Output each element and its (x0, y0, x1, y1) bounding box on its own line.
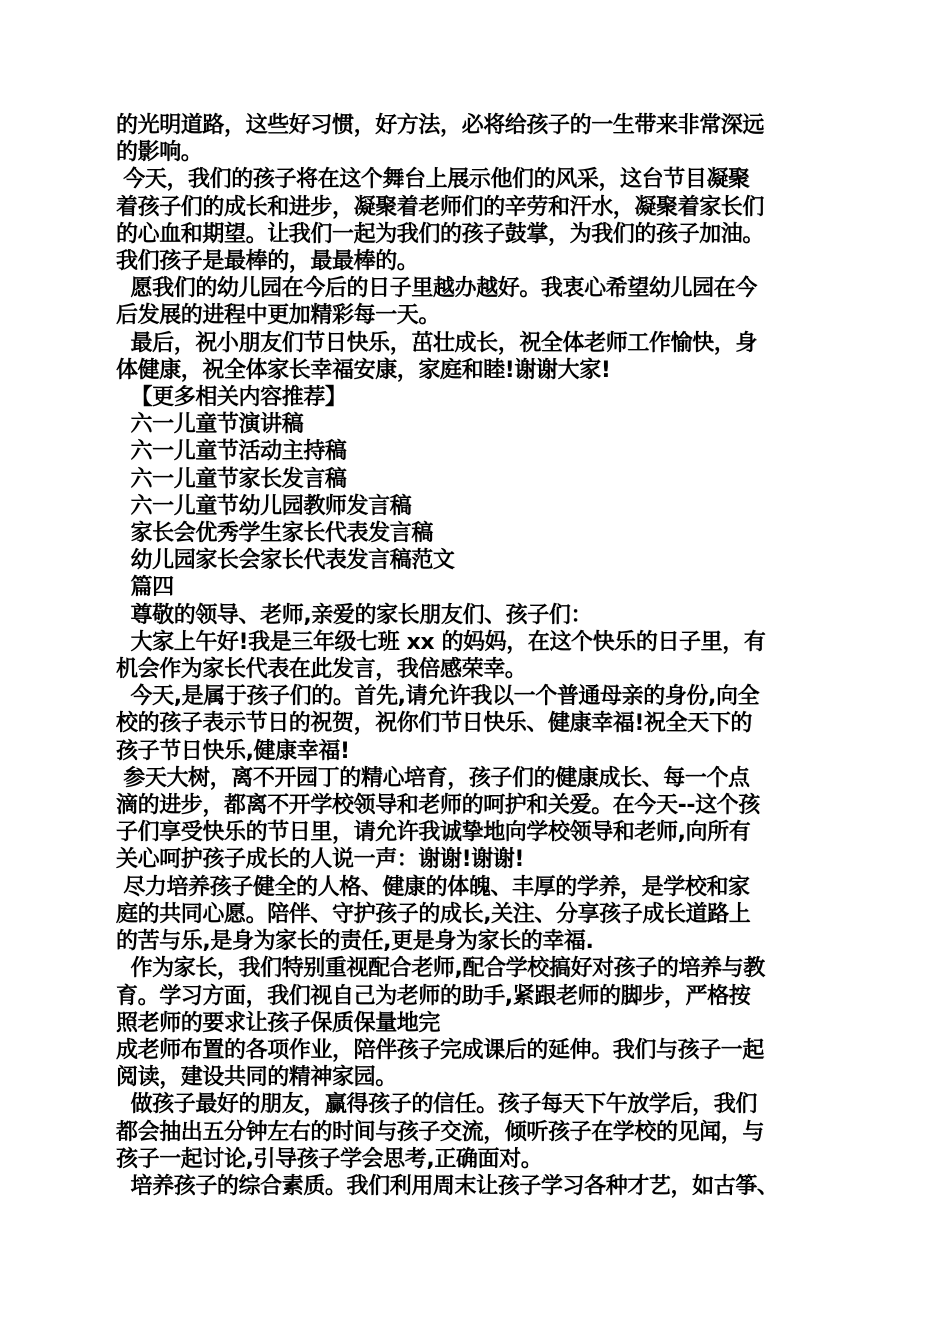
text-line: 的苦与乐,是身为家长的责任,更是身为家长的幸福. (116, 929, 594, 955)
text-line: 的影响。 (116, 140, 203, 166)
related-link[interactable]: 六一儿童节演讲稿 (116, 412, 304, 438)
text-line: 培养孩子的综合素质。我们利用周末让孩子学习各种才艺，如古筝、 (116, 1173, 779, 1199)
related-link[interactable]: 家长会优秀学生家长代表发言稿 (116, 521, 433, 547)
text-line: 成老师布置的各项作业，陪伴孩子完成课后的延伸。我们与孩子一起 (116, 1037, 765, 1063)
text-line: 着孩子们的成长和进步，凝聚着老师们的辛劳和汗水，凝聚着家长们 (116, 194, 765, 220)
related-link[interactable]: 幼儿园家长会家长代表发言稿范文 (116, 548, 455, 574)
text-line: 滴的进步，都离不开学校领导和老师的呵护和关爱。在今天--这个孩 (116, 793, 760, 819)
text-line: 孩子一起讨论,引导孩子学会思考,正确面对。 (116, 1146, 543, 1172)
text-line: 都会抽出五分钟左右的时间与孩子交流，倾听孩子在学校的见闻，与 (116, 1119, 765, 1145)
text-line: 作为家长，我们特别重视配合老师,配合学校搞好对孩子的培养与教 (116, 956, 765, 982)
text-line: 大家上午好!我是三年级七班 xx 的妈妈，在这个快乐的日子里，有 (116, 629, 766, 655)
text-line: 参天大树，离不开园丁的精心培育，孩子们的健康成长、每一个点 (116, 765, 750, 791)
text-line: 机会作为家长代表在此发言，我倍感荣幸。 (116, 657, 527, 683)
text-line: 子们享受快乐的节日里，请允许我诚挚地向学校领导和老师,向所有 (116, 820, 751, 846)
related-link[interactable]: 六一儿童节幼儿园教师发言稿 (116, 493, 412, 519)
text-line: 最后，祝小朋友们节日快乐，茁壮成长，祝全体老师工作愉快，身 (116, 330, 757, 356)
section-heading: 【更多相关内容推荐】 (116, 385, 347, 411)
text-line: 后发展的进程中更加精彩每一天。 (116, 303, 441, 329)
chapter-heading: 篇四 (116, 575, 174, 601)
text-line: 照老师的要求让孩子保质保量地完 (116, 1010, 441, 1036)
text-line: 尊敬的领导、老师,亲爱的家长朋友们、孩子们： (116, 602, 593, 628)
text-line: 的光明道路，这些好习惯，好方法，必将给孩子的一生带来非常深远 (116, 113, 765, 138)
text-line: 阅读，建设共同的精神家园。 (116, 1065, 397, 1091)
text-line: 今天,是属于孩子们的。首先,请允许我以一个普通母亲的身份,向全 (116, 684, 760, 710)
text-line: 育。学习方面，我们视自己为老师的助手,紧跟老师的脚步，严格按 (116, 983, 751, 1009)
text-line: 尽力培养孩子健全的人格、健康的体魄、丰厚的学养，是学校和家 (116, 874, 750, 900)
text-line: 孩子节日快乐,健康幸福! (116, 738, 350, 764)
text-line: 体健康，祝全体家长幸福安康，家庭和睦!谢谢大家! (116, 357, 611, 383)
related-link[interactable]: 六一儿童节家长发言稿 (116, 466, 347, 492)
text-line: 庭的共同心愿。陪伴、守护孩子的成长,关注、分享孩子成长道路上 (116, 901, 751, 927)
text-line: 关心呵护孩子成长的人说一声：谢谢!谢谢! (116, 847, 525, 873)
text-line: 我们孩子是最棒的，最最棒的。 (116, 249, 419, 275)
related-link[interactable]: 六一儿童节活动主持稿 (116, 439, 347, 465)
text-line: 愿我们的幼儿园在今后的日子里越办越好。我衷心希望幼儿园在今 (116, 276, 757, 302)
text-line: 做孩子最好的朋友，赢得孩子的信任。孩子每天下午放学后，我们 (116, 1092, 757, 1118)
text-line: 的心血和期望。让我们一起为我们的孩子鼓掌，为我们的孩子加油。 (116, 221, 765, 247)
text-line: 校的孩子表示节日的祝贺，祝你们节日快乐、健康幸福!祝全天下的 (116, 711, 753, 737)
text-line: 今天，我们的孩子将在这个舞台上展示他们的风采，这台节目凝聚 (116, 167, 750, 193)
document-body (116, 112, 838, 1200)
